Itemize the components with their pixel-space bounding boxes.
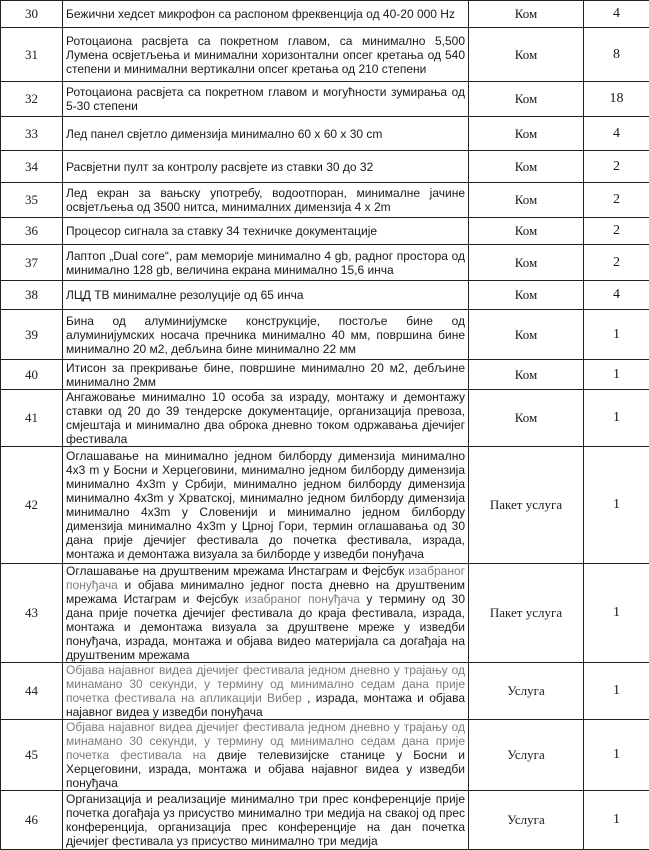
unit-of-measure: Услуга bbox=[469, 720, 584, 791]
unit-of-measure: Ком bbox=[469, 281, 584, 310]
quantity: 8 bbox=[584, 28, 649, 82]
item-number: 30 bbox=[1, 1, 63, 28]
description-segment: Оглашавање на друштвеним мрежама Инстаграм и Фејсбук bbox=[66, 564, 408, 578]
table-row bbox=[1, 183, 649, 218]
table-row bbox=[1, 791, 649, 850]
unit-of-measure: Ком bbox=[469, 183, 584, 218]
item-number: 34 bbox=[1, 151, 63, 183]
item-description bbox=[63, 82, 469, 117]
item-description bbox=[63, 151, 469, 183]
item-number: 32 bbox=[1, 82, 63, 117]
item-number: 46 bbox=[1, 791, 63, 850]
description-segment: Ангажовање минимално 10 особа за израду, монтажу и демонтажу ставки од 20 до 39 тендерске документације, организација превоза, смјештаја и минимално два оброка дневно током одржавања дјечијег фестивала bbox=[66, 390, 465, 446]
description-segment: , израда, монтажа и објава најавног видеа у изведби понуђача bbox=[66, 691, 465, 719]
item-number: 41 bbox=[1, 390, 63, 447]
item-number: 36 bbox=[1, 218, 63, 245]
table-row bbox=[1, 390, 649, 447]
table-row bbox=[1, 447, 649, 564]
description-segment: Расвјетни пулт за контролу расвјете из ставки 30 до 32 bbox=[66, 160, 373, 174]
quantity: 4 bbox=[584, 1, 649, 28]
item-description bbox=[63, 281, 469, 310]
item-number: 39 bbox=[1, 310, 63, 360]
quantity: 2 bbox=[584, 245, 649, 281]
table-row bbox=[1, 151, 649, 183]
quantity: 1 bbox=[584, 310, 649, 360]
item-description bbox=[63, 720, 469, 791]
description-segment: Итисон за прекривање бине, површине минимално 20 м2, дебљине минимално 2мм bbox=[66, 361, 465, 389]
quantity: 18 bbox=[584, 82, 649, 117]
unit-of-measure: Ком bbox=[469, 28, 584, 82]
unit-of-measure: Ком bbox=[469, 360, 584, 390]
description-segment: двије телевизијске станице у Босни и Херцеговини, израда, монтажа и објава најавног видеа у изведби понуђача bbox=[66, 748, 465, 790]
item-number: 37 bbox=[1, 245, 63, 281]
table-row bbox=[1, 28, 649, 82]
description-segment: у термину од 30 дана прије почетка дјечијег фестивала до краја фестивала, израда, монтажа и демонтажа визуала за друштвене мреже у изведби понуђача, израда, монтажа и објава видео материјала са догађаја на друштвеним мрежама bbox=[66, 592, 465, 662]
item-description bbox=[63, 245, 469, 281]
description-segment: Ротоцаиона расвјета са покретном главом и могућности зумирања од 5-30 степени bbox=[66, 85, 465, 113]
description-segment: и објава минимално једног поста дневно на друштвеним мрежама Истаграм и Фејсбук bbox=[66, 578, 465, 606]
description-segment: Ротоцаиона расвјета са покретном главом, са минимално 5,500 Лумена освјетљења и минимални хоризонтални опсег кретања од 540 степени и минимални вертикални опсег кретања од 210 степени bbox=[66, 34, 465, 76]
description-segment: Лед панел свјетло димензија минимално 60 x 60 x 30 cm bbox=[66, 127, 382, 141]
quantity: 1 bbox=[584, 447, 649, 564]
item-number: 42 bbox=[1, 447, 63, 564]
item-description bbox=[63, 218, 469, 245]
table-row bbox=[1, 360, 649, 390]
item-number: 31 bbox=[1, 28, 63, 82]
quantity: 1 bbox=[584, 390, 649, 447]
quantity: 2 bbox=[584, 183, 649, 218]
item-description bbox=[63, 447, 469, 564]
table-row bbox=[1, 245, 649, 281]
item-description bbox=[63, 183, 469, 218]
item-description bbox=[63, 117, 469, 151]
description-segment: Бина од алуминијумске конструкције, постоље бине од алуминијумских носача пречника минимално 40 мм, површина бине минимално 20 м2, дебљина бине минимално 22 мм bbox=[66, 314, 465, 356]
item-description bbox=[63, 390, 469, 447]
table-row bbox=[1, 1, 649, 28]
table-row bbox=[1, 310, 649, 360]
item-description bbox=[63, 1, 469, 28]
description-segment: Процесор сигнала за ставку 34 техничке документације bbox=[66, 224, 377, 238]
quantity: 1 bbox=[584, 791, 649, 850]
item-number: 38 bbox=[1, 281, 63, 310]
unit-of-measure: Услуга bbox=[469, 791, 584, 850]
item-description bbox=[63, 360, 469, 390]
unit-of-measure: Ком bbox=[469, 390, 584, 447]
item-number: 35 bbox=[1, 183, 63, 218]
item-number: 40 bbox=[1, 360, 63, 390]
item-description bbox=[63, 310, 469, 360]
quantity: 1 bbox=[584, 720, 649, 791]
table-row bbox=[1, 281, 649, 310]
quantity: 4 bbox=[584, 117, 649, 151]
description-segment-gray: изабраног понуђача bbox=[245, 592, 360, 606]
table-row bbox=[1, 564, 649, 663]
item-number: 33 bbox=[1, 117, 63, 151]
quantity: 1 bbox=[584, 360, 649, 390]
unit-of-measure: Ком bbox=[469, 151, 584, 183]
quantity: 2 bbox=[584, 151, 649, 183]
unit-of-measure: Пакет услуга bbox=[469, 447, 584, 564]
unit-of-measure: Ком bbox=[469, 82, 584, 117]
table-row bbox=[1, 117, 649, 151]
quantity: 1 bbox=[584, 564, 649, 663]
description-segment-gray: Објава најавног видеа дјечијег фестивала једном дневно у трајању од минамано 30 секунди, у термину од минимално седам дана прије почетка фестивала на bbox=[66, 720, 465, 762]
item-description bbox=[63, 791, 469, 850]
description-segment: Бежични хедсет микрофон са распоном фреквенција од 40-20 000 Hz bbox=[66, 7, 455, 21]
description-segment: Лед екран за вањску употребу, водоотпоран, минималне јачине освјетљења од 3500 нитса, минималних димензија 4 x 2m bbox=[66, 186, 465, 214]
description-segment: Организација и реализације минимално три прес конференције прије почетка догађаја уз присуство минимално три медија на свакој од прес конференција, организација прес конференције на дан почетка дјечијег фестивала уз присуство минимално три медија bbox=[66, 792, 465, 848]
table-row bbox=[1, 82, 649, 117]
item-description bbox=[63, 28, 469, 82]
description-segment: ЛЦД ТВ минималне резолуције од 65 инча bbox=[66, 288, 304, 302]
item-number: 44 bbox=[1, 663, 63, 720]
item-number: 45 bbox=[1, 720, 63, 791]
item-description bbox=[63, 663, 469, 720]
unit-of-measure: Ком bbox=[469, 218, 584, 245]
quantity: 4 bbox=[584, 281, 649, 310]
description-segment-gray: изабраног понуђача bbox=[66, 564, 465, 592]
description-segment: Лаптоп „Dual core“, рам меморије минимално 4 gb, радног простора од минимално 128 gb, величина екрана минимално 15,6 инча bbox=[66, 249, 465, 277]
table-row bbox=[1, 218, 649, 245]
unit-of-measure: Пакет услуга bbox=[469, 564, 584, 663]
unit-of-measure: Ком bbox=[469, 117, 584, 151]
item-number: 43 bbox=[1, 564, 63, 663]
table-row bbox=[1, 663, 649, 720]
description-segment: Оглашавање на минимално једном билборду димензија минимално 4x3 m у Босни и Херцеговини, минимално једном билборду димензија минимално 4x3m у Србији, минимално једном билборду димензија минимално 4x3m у Хрватској, минимално једном билборду димензија минимално 4x3m у Словенији и минимално једном билборду димензија минимално 4x3m у Црној Гори, термин оглашавања од 30 дана прије дјечијег фестивала до почетка фестивала, израда, монтажа и демонтажа визуала за билборде у изведби понуђача bbox=[66, 449, 465, 561]
unit-of-measure: Услуга bbox=[469, 663, 584, 720]
table-row bbox=[1, 720, 649, 791]
description-segment-gray: Објава најавног видеа дјечијег фестивала једном дневно у трајању од минамано 30 секунди, у термину од минимално седам дана прије почетка фестивала на апликацији Вибер bbox=[66, 663, 465, 705]
quantity: 2 bbox=[584, 218, 649, 245]
item-description bbox=[63, 564, 469, 663]
quantity: 1 bbox=[584, 663, 649, 720]
unit-of-measure: Ком bbox=[469, 310, 584, 360]
table-body bbox=[1, 1, 649, 850]
unit-of-measure: Ком bbox=[469, 1, 584, 28]
unit-of-measure: Ком bbox=[469, 245, 584, 281]
